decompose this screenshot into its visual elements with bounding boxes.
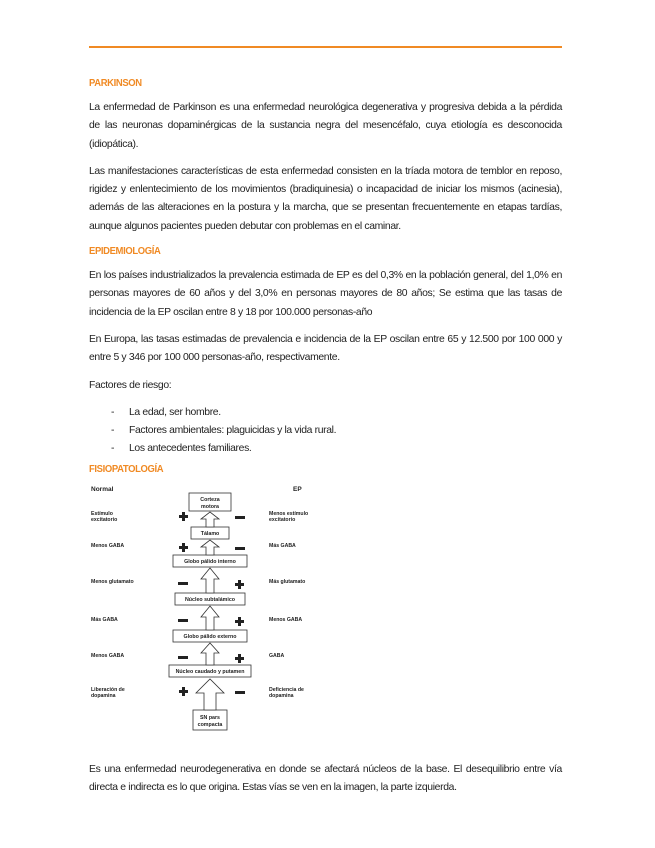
minus-icon (235, 547, 245, 550)
heading-fisiopatologia: FISIOPATOLOGÍA (89, 462, 164, 475)
risk-factors-title: Factores de riesgo: (89, 379, 172, 391)
paragraph-fisiopatologia: Es una enfermedad neurodegenerativa en donde se afectará núcleos de la base. El desequilibrio entre vía directa e indirecta es lo que origina. Estas vías se ven en la imagen, la parte izquierda. (89, 763, 562, 794)
svg-text:Menos estímulo: Menos estímulo (269, 510, 309, 517)
diagram-box-talamo (191, 527, 229, 539)
plus-icon (235, 654, 244, 663)
list-item: - Factores ambientales: plaguicidas y la vida rural. (111, 425, 337, 437)
svg-text:Más GABA: Más GABA (91, 616, 118, 623)
minus-icon (235, 691, 245, 694)
svg-text:Menos GABA: Menos GABA (91, 652, 125, 659)
svg-text:excitatorio: excitatorio (91, 516, 118, 523)
diagram-box-nucleo-subtalamico (175, 593, 245, 605)
svg-text:dopamina: dopamina (269, 692, 294, 699)
arrow-up-icon (201, 606, 219, 630)
paragraph-epidemiologia-europe: En Europa, las tasas estimadas de prevalencia e incidencia de la EP oscilan entre 65 y 12.500 por 100 000 y entre 5 y 346 por 100 000 personas-año, respectivamente. (89, 333, 562, 364)
paragraph-epidemiologia-prevalence: En los países industrializados la prevalencia estimada de EP es del 0,3% en la población general, del 1,0% en personas mayores de 60 años y del 3,0% en personas mayores de 80 años; Se estima que las tasas de incidencia de la EP oscilan entre 8 y 18 por 100.000 personas-año (89, 270, 562, 318)
minus-icon (178, 582, 188, 585)
arrow-up-icon (201, 540, 219, 555)
arrow-up-icon (201, 512, 219, 527)
arrow-up-icon (201, 568, 219, 593)
svg-text:excitatorio: excitatorio (269, 516, 296, 523)
list-item: - La edad, ser hombre. (111, 406, 221, 418)
svg-text:Núcleo caudado y putamen: Núcleo caudado y putamen (175, 668, 245, 675)
minus-icon (178, 656, 188, 659)
svg-text:Liberación de: Liberación de (91, 686, 125, 693)
svg-text:Deficiencia de: Deficiencia de (269, 686, 304, 693)
svg-text:Menos glutamato: Menos glutamato (91, 578, 134, 585)
diagram-box-nucleo-caudado (169, 665, 251, 677)
svg-text:Menos GABA: Menos GABA (91, 542, 125, 549)
plus-icon (179, 687, 188, 696)
minus-icon (178, 619, 188, 622)
diagram-box-globo-palido-externo (173, 630, 247, 642)
plus-icon (179, 512, 188, 521)
svg-text:Más glutamato: Más glutamato (269, 578, 306, 585)
plus-icon (179, 543, 188, 552)
list-item: - Los antecedentes familiares. (111, 443, 252, 455)
svg-text:dopamina: dopamina (91, 692, 116, 699)
paragraph-parkinson-manifestations: Las manifestaciones características de esta enfermedad consisten en la tríada motora de temblor en reposo, rigidez y enlentecimiento de los movimientos (bradiquinesia) o incapacidad de iniciar los mismos (acinesia), además de las alteraciones en la postura y la marcha, que se presentan frecuentemente en etapas tardías, aunque algunos pacientes pueden debutar con problemas en el caminar. (89, 165, 562, 232)
basal-ganglia-diagram (89, 481, 329, 753)
svg-text:Núcleo subtalámico: Núcleo subtalámico (184, 596, 236, 603)
document-body (89, 77, 562, 806)
svg-text:Globo pálido externo: Globo pálido externo (183, 633, 237, 640)
arrow-up-icon (201, 643, 219, 665)
svg-text:Estímulo: Estímulo (91, 510, 113, 517)
svg-text:motora: motora (201, 503, 219, 510)
svg-text:Más GABA: Más GABA (269, 542, 296, 549)
diagram-left-labels (91, 511, 134, 699)
diagram-right-header: EP (293, 485, 302, 493)
arrow-up-icon (196, 679, 224, 710)
svg-text:GABA: GABA (269, 652, 285, 659)
diagram-box-sn-pars-compacta (193, 710, 227, 730)
diagram-box-globo-palido-interno (173, 555, 247, 567)
diagram-box-corteza (189, 493, 231, 511)
paragraph-parkinson-definition: La enfermedad de Parkinson es una enfermedad neurológica degenerativa y progresiva debida a la pérdida de las neuronas dopaminérgicas de la sustancia negra del mesencéfalo, cuya etiología es desconocida (idiopática). (89, 102, 562, 150)
svg-text:Menos GABA: Menos GABA (269, 616, 303, 623)
heading-epidemiologia: EPIDEMIOLOGÍA (89, 245, 161, 258)
svg-text:compacta: compacta (197, 721, 223, 728)
svg-text:SN pars: SN pars (199, 714, 221, 721)
svg-text:Corteza: Corteza (200, 496, 220, 503)
diagram-right-labels (269, 511, 308, 699)
minus-icon (235, 516, 245, 519)
svg-text:Tálamo: Tálamo (200, 530, 220, 537)
heading-parkinson: PARKINSON (89, 77, 142, 89)
diagram-arrows (196, 512, 224, 710)
header-rule (89, 46, 562, 48)
plus-icon (235, 617, 244, 626)
plus-icon (235, 580, 244, 589)
risk-factors-list (89, 404, 562, 459)
svg-text:Globo pálido interno: Globo pálido interno (184, 558, 236, 565)
diagram-left-header: Normal (91, 485, 114, 493)
